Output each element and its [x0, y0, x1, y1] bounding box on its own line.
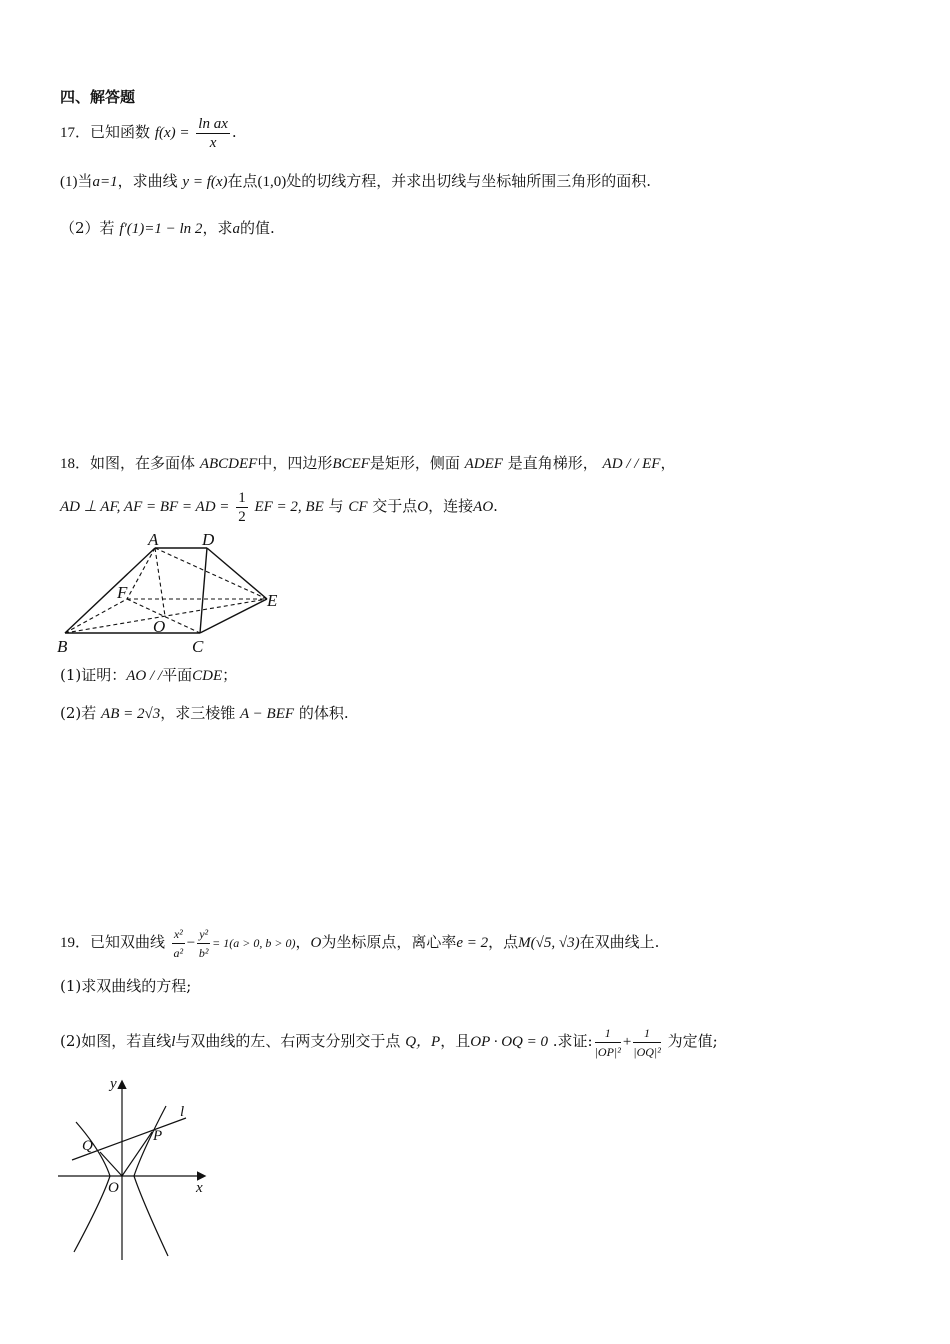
q17-number: 17．	[60, 125, 91, 141]
q17-stem	[60, 110, 237, 154]
q17-p2-var: a	[232, 221, 240, 237]
q19-frac2	[633, 1024, 661, 1061]
q18-l1d: 是直角梯形，	[507, 454, 598, 472]
q19-p2c: ，且	[440, 1032, 471, 1050]
q19-intro: 已知双曲线	[90, 933, 166, 951]
q19-p2d: .求证:	[552, 1032, 593, 1050]
q17-intro: 已知函数	[90, 123, 151, 141]
q19-plus: +	[622, 1034, 632, 1050]
q18-l1c: 是矩形，侧面	[369, 454, 460, 472]
q19-l: l	[171, 1034, 176, 1050]
q19-f1-num: 1	[595, 1024, 621, 1043]
q19-p2a: (2)如图，若直线	[60, 1032, 172, 1050]
q17-frac-num: ln ax	[198, 115, 228, 132]
q19-p2e: 为定值;	[667, 1032, 718, 1050]
q19-frac-x	[172, 925, 185, 962]
polyhedron-figure	[55, 528, 295, 656]
q18-p1-plane: 平面	[162, 666, 193, 684]
q19-y2: y²	[197, 925, 210, 944]
q18-p1-end: ；	[222, 666, 238, 684]
q17-p1-at: 在点	[227, 172, 258, 190]
q19-number: 19．	[60, 935, 91, 951]
q18-l2e: ，连接	[428, 497, 474, 515]
label-f: F	[117, 583, 128, 602]
q18-half-den: 2	[238, 508, 246, 525]
label-x: x	[196, 1180, 203, 1196]
label-b: B	[57, 637, 68, 656]
q19-o: O	[310, 935, 322, 951]
q18-line2	[60, 484, 498, 528]
q18-ao: AO	[473, 499, 494, 515]
label-o: O	[153, 617, 166, 636]
q17-p2-prefix: （2）若	[60, 219, 115, 237]
q19-f1-den: |OP|²	[594, 1044, 621, 1059]
q19-part1: (1)求双曲线的方程;	[60, 977, 192, 995]
q19-minus: −	[186, 935, 196, 951]
q19-point: M(√5, √3)	[518, 935, 580, 951]
q19-f2-num: 1	[633, 1024, 661, 1043]
q18-l2b: EF = 2, BE	[254, 499, 324, 515]
q18-p2-end: 的体积.	[298, 704, 349, 722]
q18-rect: BCEF	[332, 456, 370, 472]
right-branch	[134, 1106, 168, 1256]
q18-poly: ABCDEF	[199, 456, 258, 472]
q18-cf: CF	[348, 499, 368, 515]
hyperbola-figure	[52, 1072, 222, 1264]
segment-oq	[100, 1152, 122, 1176]
q18-p1-expr: AO / /	[126, 668, 163, 684]
q17-part2	[60, 217, 275, 238]
q19-mid: 为坐标原点，离心率	[321, 933, 457, 951]
edge-af	[127, 548, 155, 599]
q17-p1-prefix: (1)当	[60, 174, 93, 190]
label-l: l	[180, 1104, 185, 1120]
q18-p2-expr: AB = 2√3	[101, 706, 161, 722]
q18-l1e: ，	[660, 454, 676, 472]
q19-sep: ，	[295, 933, 311, 951]
q19-pt-intro: ，点	[488, 933, 519, 951]
q19-a2: a²	[173, 945, 184, 960]
q18-l2f: .	[493, 497, 498, 515]
q17-frac-den: x	[209, 134, 217, 151]
q17-part1	[60, 170, 651, 191]
q17-func-lhs: f(x) =	[154, 125, 190, 141]
q17-fraction	[196, 115, 230, 152]
edge-dc	[200, 548, 207, 633]
q17-p2-rest-a: ，求	[202, 219, 233, 237]
q18-part2	[60, 702, 349, 723]
label-d: D	[202, 530, 215, 549]
q19-frac-y	[197, 925, 210, 962]
label-y: y	[110, 1076, 117, 1092]
segment-op	[122, 1132, 152, 1176]
q18-p2-pyr: A − BEF	[240, 706, 295, 722]
label-e: E	[267, 591, 278, 610]
q18-side: ADEF	[464, 456, 503, 472]
label-c: C	[192, 637, 204, 656]
q18-l2c: 与	[328, 497, 344, 515]
q19-ecc: e = 2	[456, 935, 489, 951]
q19-qp: Q，P	[405, 1034, 441, 1050]
q18-l2d: 交于点	[372, 497, 418, 515]
q18-l1a: 如图，在多面体	[90, 454, 196, 472]
q17-p1-mid: ，求曲线	[117, 172, 178, 190]
q18-p2-rest: ，求三棱锥	[160, 704, 236, 722]
q17-p1-rest: 处的切线方程，并求出切线与坐标轴所围三角形的面积.	[286, 172, 652, 190]
q18-half-num: 1	[238, 489, 246, 506]
q18-p2-prefix: (2)若	[60, 704, 97, 722]
label-a: A	[148, 530, 159, 549]
q18-number: 18．	[60, 456, 91, 472]
q19-stem	[60, 920, 659, 964]
q19-frac1	[595, 1024, 621, 1061]
section-title: 四、解答题	[60, 88, 136, 106]
q19-b2: b²	[198, 945, 209, 960]
q18-half	[236, 489, 248, 526]
q19-eq-rest: = 1(a > 0, b > 0)	[212, 936, 296, 950]
q18-o: O	[417, 499, 429, 515]
q18-line1	[60, 452, 675, 473]
q19-f2-den: |OQ|²	[633, 1044, 661, 1059]
label-p: P	[153, 1128, 163, 1144]
q19-part2	[60, 1016, 718, 1066]
q18-l2a: AD ⊥ AF, AF = BF = AD =	[60, 499, 230, 515]
q19-x2: x²	[172, 925, 185, 944]
q17-end: .	[231, 123, 237, 141]
q19-dot: OP · OQ = 0	[470, 1034, 548, 1050]
q17-p1-point: (1,0)	[257, 174, 287, 190]
q19-pt-end: 在双曲线上.	[579, 933, 660, 951]
label-q: Q	[82, 1138, 93, 1154]
edge-de	[207, 548, 267, 599]
q19-p2b: 与双曲线的左、右两支分别交于点	[175, 1032, 401, 1050]
q17-p1-curve: y = f(x)	[182, 174, 228, 190]
q18-part1	[60, 664, 237, 685]
q18-parallel: AD / / EF	[602, 456, 661, 472]
q18-p1-prefix: (1)证明：	[60, 666, 127, 684]
q17-p1-cond: a=1	[92, 174, 118, 190]
q18-l1b: 中，四边形	[257, 454, 333, 472]
label-o: O	[108, 1180, 119, 1196]
edge-ae	[155, 548, 267, 599]
q17-p2-expr: f′(1)=1 − ln 2	[119, 221, 203, 237]
q18-p1-cde: CDE	[192, 668, 223, 684]
q17-p2-rest-b: 的值.	[239, 219, 275, 237]
edge-ao	[155, 548, 165, 616]
